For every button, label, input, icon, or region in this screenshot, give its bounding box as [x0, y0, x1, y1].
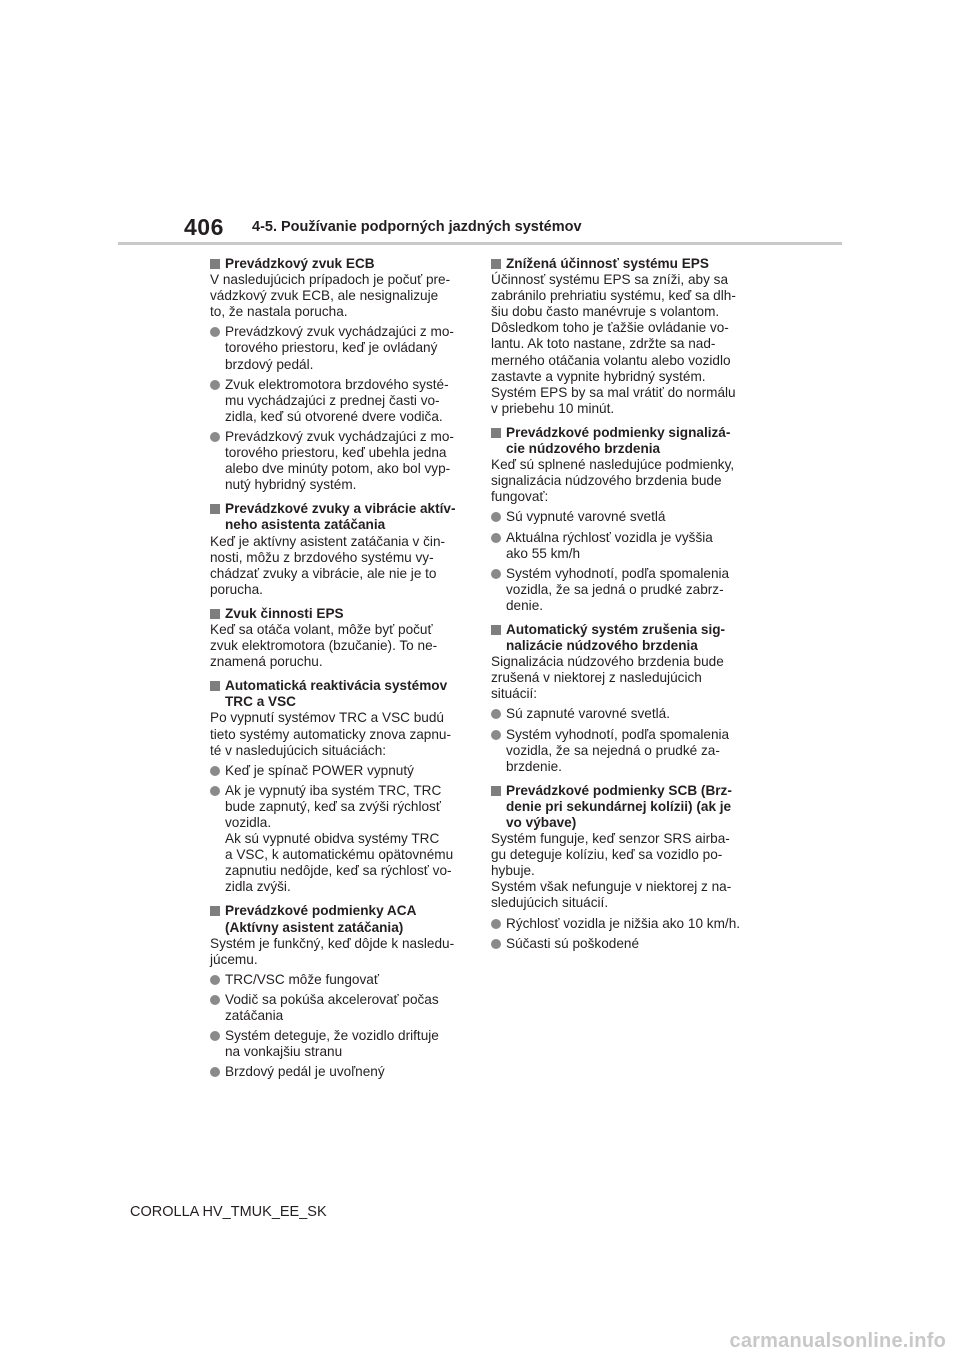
round-bullet-icon [210, 786, 220, 796]
watermark: carmanualsonline.info [729, 1330, 946, 1352]
right-column [491, 256, 747, 960]
bullet-item [210, 1028, 466, 1060]
bullet-item [210, 429, 466, 493]
square-bullet-icon [491, 625, 501, 635]
bullet-item [491, 509, 747, 525]
section-heading [210, 606, 466, 622]
section-heading-text: Prevádzkový zvuk ECB [225, 256, 375, 271]
bullet-item [210, 972, 466, 988]
bullet-item [210, 763, 466, 779]
section [210, 903, 466, 1080]
section [491, 256, 747, 417]
round-bullet-icon [210, 327, 220, 337]
square-bullet-icon [210, 504, 220, 514]
section-heading-text: Prevádzkové podmienky signalizá- cie núdzového brzdenia [506, 424, 731, 457]
section-text: Keď sú splnené nasledujúce podmienky, signalizácia núdzového brzdenia bude fungovať: [491, 457, 735, 505]
section-heading [491, 622, 747, 654]
square-bullet-icon [491, 259, 501, 269]
page-header [184, 214, 844, 254]
bullet-text: Vodič sa pokúša akcelerovať počas zatáčania [225, 991, 439, 1024]
section [210, 606, 466, 670]
bullet-item [491, 916, 747, 932]
bullet-item [210, 783, 466, 896]
section [491, 783, 747, 952]
round-bullet-icon [491, 512, 501, 522]
bullet-item [210, 1064, 466, 1080]
section [491, 622, 747, 775]
section [210, 678, 466, 895]
chapter-title: 4-5. Používanie podporných jazdných systémov [252, 219, 582, 235]
bullet-text: Aktuálna rýchlosť vozidla je vyššia ako 55 km/h [506, 529, 713, 561]
bullet-text: Sú vypnuté varovné svetlá [506, 509, 666, 525]
header-rule [118, 242, 842, 245]
section-heading-text: Automatická reaktivácia systémov TRC a VSC [225, 678, 448, 710]
section-heading-text: Zvuk činnosti EPS [225, 605, 344, 621]
round-bullet-icon [210, 995, 220, 1005]
bullet-text: Systém vyhodnotí, podľa spomalenia vozidla, že sa jedná o prudké zabrz- denie. [506, 565, 730, 613]
square-bullet-icon [491, 786, 501, 796]
section [491, 425, 747, 614]
bullet-text: Ak je vypnutý iba systém TRC, TRC bude zapnutý, keď sa zvýši rýchlosť vozidla. Ak sú vypnuté obidva systémy TRC a VSC, k automatickému opätovnému zapnutiu nedôjde, keď sa rýchlosť vo- zidla zvýši. [225, 782, 454, 895]
section-heading [210, 501, 466, 533]
section [210, 256, 466, 493]
section-text: Systém je funkčný, keď dôjde k nasledu- júcemu. [210, 935, 455, 967]
bullet-item [210, 992, 466, 1024]
bullet-item [491, 727, 747, 775]
round-bullet-icon [491, 919, 501, 929]
section-text: Systém funguje, keď senzor SRS airba- gu deteguje kolíziu, keď sa vozidlo po- hybuje. Systém však nefunguje v niektorej z na- sledujúcich situácií. [491, 831, 732, 911]
bullet-text: Zvuk elektromotora brzdového systé- mu vychádzajúci z prednej časti vo- zidla, keď sú otvorené dvere vodiča. [225, 376, 449, 424]
section-text: V nasledujúcich prípadoch je počuť pre- vádzkový zvuk ECB, ale nesignalizuje to, že nastala porucha. [210, 272, 451, 320]
bullet-text: Prevádzkový zvuk vychádzajúci z mo- torového priestoru, keď je ovládaný brzdový pedál. [225, 324, 454, 372]
footer-model-code: COROLLA HV_TMUK_EE_SK [130, 1204, 327, 1220]
square-bullet-icon [491, 428, 501, 438]
bullet-item [491, 566, 747, 614]
round-bullet-icon [491, 939, 501, 949]
round-bullet-icon [210, 1067, 220, 1077]
section-heading [491, 425, 747, 457]
bullet-item [210, 324, 466, 372]
section-text: Účinnosť systému EPS sa zníži, aby sa zabránilo prehriatiu systému, keď sa dlh- šiu dobu často manévruje s volantom. Dôsledkom toho je ťažšie ovládanie vo- lantu. Ak toto nastane, zdržte sa nad- merného otáčania volantu alebo vozidlo zastavte a vypnite hybridný systém. Systém EPS by sa mal vrátiť do normálu v priebehu 10 minút. [491, 272, 736, 416]
section-heading-text: Prevádzkové podmienky SCB (Brz- denie pri sekundárnej kolízii) (ak je vo výbave) [506, 782, 732, 830]
round-bullet-icon [210, 1031, 220, 1041]
section-text: Keď sa otáča volant, môže byť počuť zvuk elektromotora (bzučanie). To ne- znamená poruchu. [210, 621, 438, 670]
page-number: 406 [184, 214, 224, 240]
section-text: Keď je aktívny asistent zatáčania v čin- nosti, môžu z brzdového systému vy- chádzať zvuky a vibrácie, ale nie je to porucha. [210, 533, 446, 597]
bullet-text: Prevádzkový zvuk vychádzajúci z mo- torového priestoru, keď ubehla jedna alebo dve minúty potom, ako bol vyp- nutý hybridný systém. [225, 428, 454, 493]
section-heading-text: Znížená účinnosť systému EPS [506, 256, 709, 271]
bullet-text: Brzdový pedál je uvoľnený [225, 1064, 385, 1080]
section-heading [210, 903, 466, 935]
section-heading [491, 783, 747, 831]
left-column [210, 256, 466, 1088]
bullet-text: Rýchlosť vozidla je nižšia ako 10 km/h. [506, 915, 741, 931]
round-bullet-icon [210, 766, 220, 776]
section-heading-text: Prevádzkové podmienky ACA (Aktívny asistent zatáčania) [225, 903, 417, 935]
bullet-text: Systém deteguje, že vozidlo driftuje na vonkajšiu stranu [225, 1028, 439, 1060]
square-bullet-icon [210, 259, 220, 269]
bullet-item [210, 377, 466, 425]
round-bullet-icon [491, 569, 501, 579]
square-bullet-icon [210, 609, 220, 619]
bullet-item [491, 936, 747, 952]
section-heading [210, 678, 466, 710]
section-heading-text: Automatický systém zrušenia sig- nalizácie núdzového brzdenia [506, 621, 726, 654]
bullet-item [491, 706, 747, 722]
section-heading [491, 256, 747, 272]
section-text: Po vypnutí systémov TRC a VSC budú tieto systémy automaticky znova zapnu- té v nasledujúcich situáciách: [210, 710, 452, 758]
section-heading [210, 256, 466, 272]
round-bullet-icon [210, 432, 220, 442]
bullet-text: Systém vyhodnotí, podľa spomalenia vozidla, že sa nejedná o prudké za- brzdenie. [506, 726, 730, 774]
section-text: Signalizácia núdzového brzdenia bude zrušená v niektorej z nasledujúcich situácií: [491, 654, 724, 702]
round-bullet-icon [210, 380, 220, 390]
section [210, 501, 466, 598]
square-bullet-icon [210, 906, 220, 916]
section-heading-text: Prevádzkové zvuky a vibrácie aktív- neho asistenta zatáčania [225, 501, 456, 533]
bullet-text: TRC/VSC môže fungovať [225, 971, 379, 987]
round-bullet-icon [491, 709, 501, 719]
round-bullet-icon [491, 533, 501, 543]
bullet-text: Keď je spínač POWER vypnutý [225, 762, 414, 778]
round-bullet-icon [210, 975, 220, 985]
bullet-text: Súčasti sú poškodené [506, 935, 640, 951]
bullet-item [491, 530, 747, 562]
bullet-text: Sú zapnuté varovné svetlá. [506, 706, 670, 722]
square-bullet-icon [210, 681, 220, 691]
round-bullet-icon [491, 730, 501, 740]
